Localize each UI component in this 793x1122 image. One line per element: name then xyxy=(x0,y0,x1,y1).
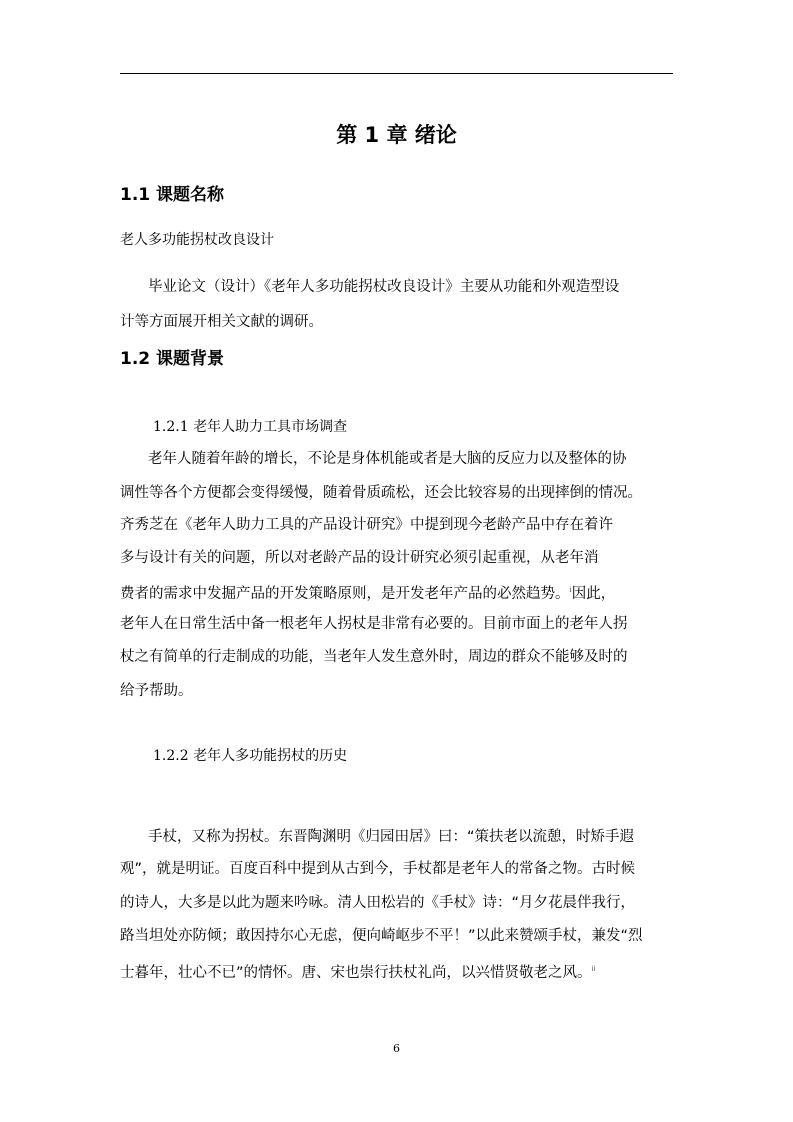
section-1-1-heading: 1.1 课题名称 xyxy=(120,185,225,205)
paragraph-line: 齐秀芝在《老年人助力工具的产品设计研究》中提到现今老龄产品中存在着许 xyxy=(120,517,613,533)
paragraph-line xyxy=(120,958,673,984)
paragraph-line: 手杖，又称为拐杖。东晋陶渊明《归园田居》曰：“策扶老以流憩，时矫手遐 xyxy=(148,829,635,845)
paragraph-line xyxy=(120,579,673,605)
paragraph-line: 观”，就是明证。百度百科中提到从古到今，手杖都是老年人的常备之物。古时候 xyxy=(120,861,636,877)
paragraph-line: 调性等各个方便都会变得缓慢，随着骨质疏松，还会比较容易的出现摔倒的情况。 xyxy=(120,485,642,501)
chapter-title: 第 1 章 绪论 xyxy=(336,123,457,147)
paragraph-line: 多与设计有关的问题，所以对老龄产品的设计研究必须引起重视，从老年消 xyxy=(120,550,599,566)
page-number: 6 xyxy=(393,1042,400,1055)
citation-marker: ii xyxy=(591,965,596,973)
paragraph-text: 费者的需求中发掘产品的开发策略原则，是开发老年产品的必然趋势。 xyxy=(120,586,570,602)
subsection-1-2-2-heading: 1.2.2 老年人多功能拐杖的历史 xyxy=(153,748,348,764)
paragraph-line: 的诗人，大多是以此为题来吟咏。清人田松岩的《手杖》诗：“月夕花晨伴我行， xyxy=(120,895,636,911)
paragraph-text: 士暮年，壮心不已”的情怀。唐、宋也崇行扶杖礼尚，以兴惜贤敬老之风。 xyxy=(120,965,592,981)
paragraph-line: 毕业论文（设计）《老年人多功能拐杖改良设计》主要从功能和外观造型设 xyxy=(148,279,620,295)
paragraph-line: 给予帮助。 xyxy=(120,683,193,699)
paragraph-line: 老年人随着年龄的增长，不论是身体机能或者是大脑的反应力以及整体的协 xyxy=(148,451,627,467)
paragraph-line: 杖之有简单的行走制成的功能，当老年人发生意外时，周边的群众不能够及时的 xyxy=(120,649,628,665)
paragraph-line: 路当坦处亦防倾；敢因持尔心无虑，便向崎岖步不平！”以此来赞颂手杖，兼发“烈 xyxy=(120,928,643,944)
paragraph-text: 因此， xyxy=(571,586,616,602)
paragraph-line: 老年人在日常生活中备一根老年人拐杖是非常有必要的。目前市面上的老年人拐 xyxy=(120,616,628,632)
section-1-1-topic: 老人多功能拐杖改良设计 xyxy=(120,232,274,248)
section-1-2-heading: 1.2 课题背景 xyxy=(120,349,225,369)
subsection-1-2-1-heading: 1.2.1 老年人助力工具市场调查 xyxy=(153,419,348,435)
paragraph-line: 计等方面展开相关文献的调研。 xyxy=(120,314,323,330)
citation-marker: i xyxy=(569,586,572,594)
header-rule xyxy=(120,73,673,74)
